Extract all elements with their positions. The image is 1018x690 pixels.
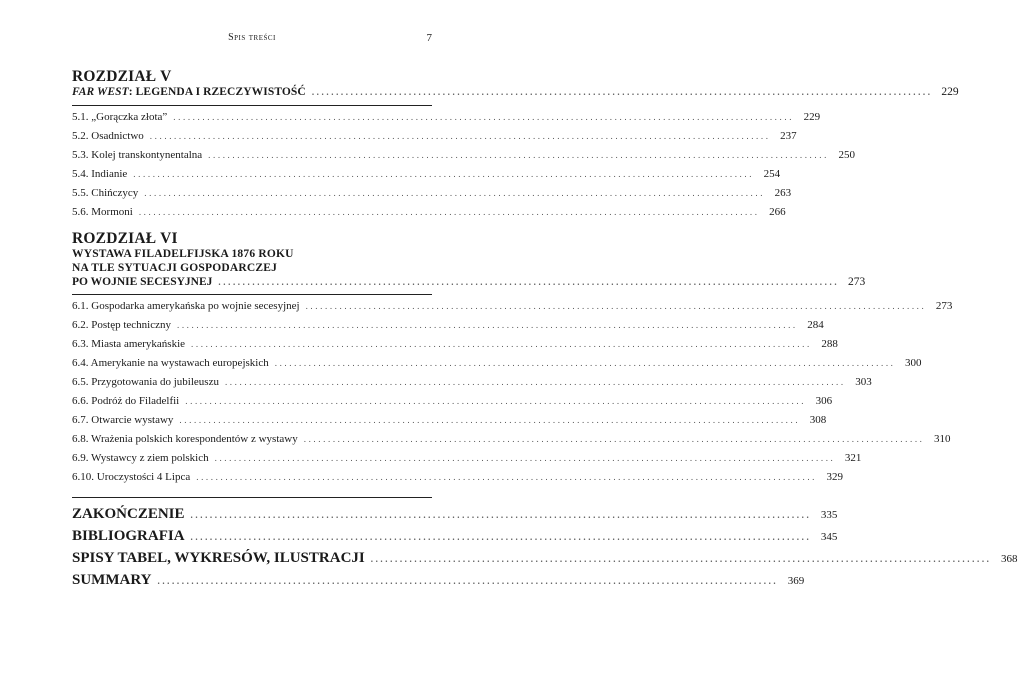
toc-entry-page: 369 (787, 575, 805, 587)
toc-entry[interactable] (72, 335, 838, 354)
toc-entry[interactable] (72, 108, 821, 127)
leader-dots: ................................................................................................................................ (190, 510, 812, 520)
toc-entry-label: SUMMARY (72, 572, 152, 588)
toc-entry[interactable] (72, 203, 786, 222)
toc-entry-page: 266 (769, 206, 786, 218)
toc-entry-page: 237 (780, 130, 797, 142)
table-of-contents (72, 68, 1018, 592)
chapter-6-sections (72, 294, 953, 487)
toc-entry[interactable] (72, 430, 951, 449)
chapter-6-title-line-1: WYSTAWA FILADELFIJSKA 1876 ROKU (72, 248, 294, 260)
toc-entry-conclusion[interactable] (72, 504, 838, 526)
toc-entry-label: 6.6. Podróż do Filadelfii (72, 395, 180, 407)
leader-dots: ................................................................................................................................ (208, 150, 829, 160)
page-header (72, 32, 432, 48)
toc-entry-label: 6.3. Miasta amerykańskie (72, 338, 186, 350)
toc-entry[interactable] (72, 165, 781, 184)
leader-dots: ................................................................................................................................ (224, 377, 846, 387)
toc-entry[interactable] (72, 127, 797, 146)
toc-entry-label: ZAKOŃCZENIE (72, 506, 185, 522)
toc-entry-page: 254 (763, 168, 781, 180)
leader-dots: ................................................................................................................................ (176, 320, 798, 330)
leader-dots: ................................................................................................................................ (214, 453, 836, 463)
toc-entry-page: 229 (803, 111, 821, 123)
toc-entry-page: 321 (844, 452, 862, 464)
toc-entry-lists[interactable] (72, 548, 1018, 570)
chapter-5-page: 229 (941, 86, 959, 98)
chapter-5-title-rest: : LEGENDA I RZECZYWISTOŚĆ (128, 86, 306, 98)
toc-entry-label: 5.4. Indianie (72, 168, 128, 180)
leader-dots: ................................................................................................................................ (185, 396, 807, 406)
toc-entry-label: 6.2. Postęp techniczny (72, 319, 171, 331)
leader-dots: ................................................................................................................................ (133, 169, 755, 179)
toc-entry[interactable] (72, 297, 953, 316)
leader-dots: ................................................................................................................................ (303, 434, 925, 444)
page-number: 7 (426, 32, 432, 44)
toc-entry-page: 308 (809, 414, 827, 426)
toc-entry-page: 310 (934, 433, 951, 445)
end-matter (72, 497, 1018, 592)
toc-entry-label: 6.7. Otwarcie wystawy (72, 414, 174, 426)
toc-entry-page: 345 (820, 531, 838, 543)
toc-entry-label: 6.5. Przygotowania do jubileuszu (72, 376, 219, 388)
toc-entry-bibliography[interactable] (72, 526, 838, 548)
toc-entry-label: SPISY TABEL, WYKRESÓW, ILUSTRACJI (72, 550, 365, 566)
toc-entry-page: 263 (774, 187, 792, 199)
leader-dots: ................................................................................................................................ (218, 277, 840, 287)
toc-entry-page: 368 (1001, 553, 1018, 565)
leader-dots: ................................................................................................................................ (149, 131, 771, 141)
running-title: Spis treści (228, 32, 276, 43)
leader-dots: ................................................................................................................................ (196, 472, 818, 482)
toc-entry-page: 273 (935, 300, 953, 312)
toc-entry-label: 5.3. Kolej transkontynentalna (72, 149, 203, 161)
chapter-6-title-line-2: NA TLE SYTUACJI GOSPODARCZEJ (72, 262, 278, 274)
toc-entry[interactable] (72, 354, 922, 373)
chapter-5-title-entry[interactable] (72, 85, 959, 99)
toc-entry-page: 300 (905, 357, 922, 369)
leader-dots: ................................................................................................................................ (311, 87, 933, 97)
leader-dots: ................................................................................................................................ (157, 576, 779, 586)
leader-dots: ................................................................................................................................ (305, 301, 927, 311)
chapter-6-title-entry[interactable] (72, 275, 866, 290)
toc-entry[interactable] (72, 392, 833, 411)
toc-entry-label: BIBLIOGRAFIA (72, 528, 185, 544)
toc-entry-page: 288 (821, 338, 838, 350)
toc-entry[interactable] (72, 184, 792, 203)
toc-entry-label: 5.1. „Gorączka złota” (72, 111, 168, 123)
toc-entry-summary[interactable] (72, 570, 805, 592)
leader-dots: ................................................................................................................................ (190, 532, 812, 542)
chapter-5-title-italic: FAR WEST (72, 86, 129, 98)
leader-dots: ................................................................................................................................ (144, 188, 766, 198)
chapter-6-page: 273 (847, 276, 866, 288)
toc-entry-page: 250 (838, 149, 855, 161)
chapter-5-heading: ROZDZIAŁ V (72, 68, 172, 85)
toc-entry-label: 6.4. Amerykanie na wystawach europejskich (72, 357, 269, 369)
toc-entry-label: 6.9. Wystawcy z ziem polskich (72, 452, 209, 464)
toc-entry[interactable] (72, 468, 844, 487)
toc-entry-page: 303 (855, 376, 872, 388)
leader-dots: ................................................................................................................................ (138, 207, 760, 217)
toc-entry-label: 5.5. Chińczycy (72, 187, 139, 199)
toc-entry-page: 306 (815, 395, 833, 407)
chapter-5-sections (72, 105, 855, 222)
leader-dots: ................................................................................................................................ (173, 112, 795, 122)
toc-entry-label: 6.10. Uroczystości 4 Lipca (72, 471, 191, 483)
toc-entry[interactable] (72, 411, 827, 430)
toc-entry-page: 335 (820, 509, 838, 521)
toc-entry[interactable] (72, 316, 824, 335)
toc-entry-label: 6.8. Wrażenia polskich korespondentów z wystawy (72, 433, 298, 445)
toc-entry[interactable] (72, 146, 855, 165)
chapter-6-title-line-3: PO WOJNIE SECESYJNEJ (72, 276, 213, 288)
toc-entry-page: 329 (826, 471, 844, 483)
toc-entry[interactable] (72, 373, 872, 392)
leader-dots: ................................................................................................................................ (191, 339, 812, 349)
toc-entry-label: 6.1. Gospodarka amerykańska po wojnie secesyjnej (72, 300, 300, 312)
chapter-5-title (72, 85, 306, 99)
chapter-6-heading: ROZDZIAŁ VI (72, 230, 178, 247)
leader-dots: ................................................................................................................................ (179, 415, 801, 425)
leader-dots: ................................................................................................................................ (370, 554, 992, 564)
leader-dots: ................................................................................................................................ (274, 358, 896, 368)
toc-entry-label: 5.2. Osadnictwo (72, 130, 144, 142)
toc-entry[interactable] (72, 449, 862, 468)
toc-entry-label: 5.6. Mormoni (72, 206, 133, 218)
toc-entry-page: 284 (807, 319, 824, 331)
